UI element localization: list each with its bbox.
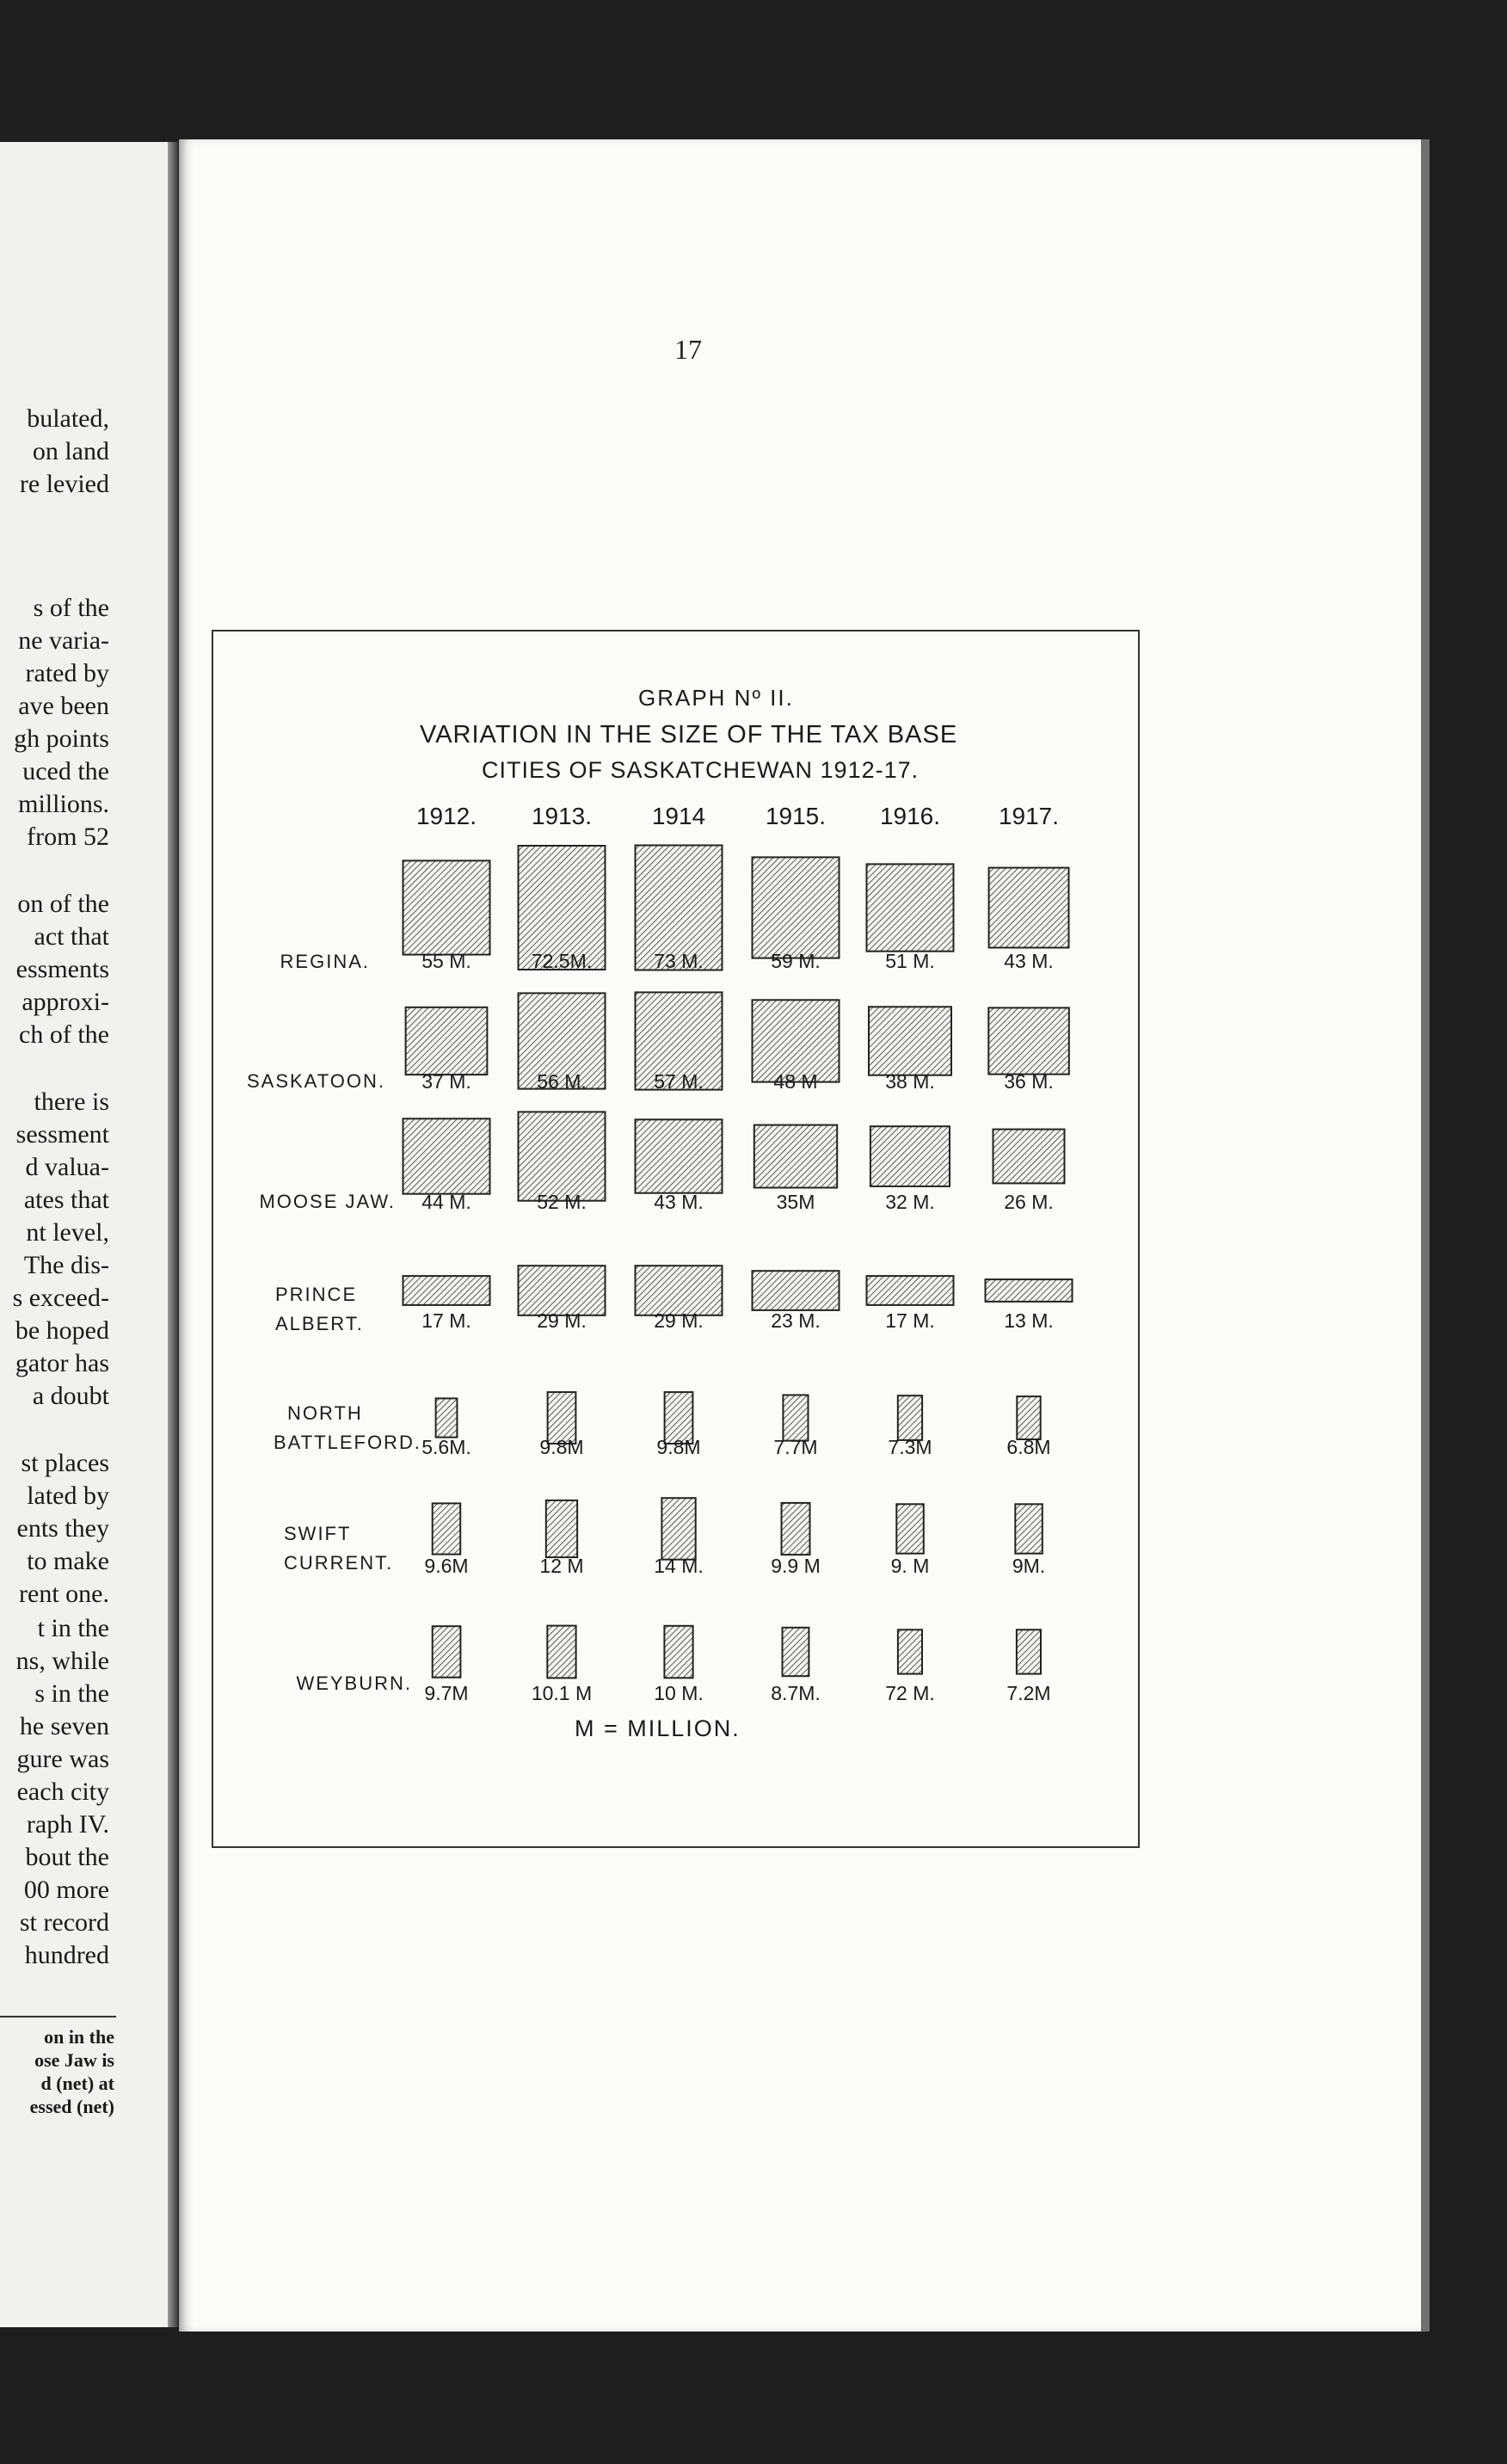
- tax-base-bar: [403, 1118, 490, 1193]
- tax-base-bar: [519, 1266, 606, 1315]
- left-page-line: millions.: [18, 790, 109, 818]
- tax-base-bar: [406, 1007, 488, 1075]
- graph-subtitle-years: CITIES OF SASKATCHEWAN 1912-17.: [482, 757, 920, 783]
- city-label: CURRENT.: [284, 1552, 394, 1574]
- value-label: 72.5M.: [531, 950, 593, 972]
- tax-base-bar: [1015, 1504, 1043, 1553]
- value-label: 7.3M: [888, 1436, 932, 1458]
- city-label: ALBERT.: [275, 1313, 364, 1334]
- value-label: 56 M.: [537, 1070, 587, 1093]
- value-label: 38 M.: [885, 1070, 935, 1093]
- tax-base-bar: [870, 1126, 950, 1186]
- left-page-line: there is: [34, 1087, 109, 1116]
- left-page-line: lated by: [27, 1481, 109, 1510]
- tax-base-bar: [433, 1503, 461, 1554]
- value-label: 12 M: [539, 1555, 584, 1577]
- value-label: 36 M.: [1004, 1070, 1054, 1093]
- value-label: 9.8M: [539, 1436, 584, 1458]
- value-label: 55 M.: [421, 950, 471, 972]
- value-label: 17 M.: [885, 1309, 935, 1332]
- tax-base-bar: [896, 1504, 924, 1553]
- year-header: 1916.: [879, 803, 941, 829]
- left-page-line: bulated,: [27, 404, 109, 433]
- left-page-line: st record: [19, 1908, 109, 1937]
- tax-base-bar: [436, 1398, 458, 1437]
- value-label: 29 M.: [537, 1309, 587, 1332]
- tax-base-bar: [993, 1130, 1065, 1184]
- left-page-line: re levied: [19, 470, 109, 498]
- left-page-line: uced the: [22, 757, 109, 785]
- value-label: 26 M.: [1004, 1191, 1054, 1213]
- left-page-line: each city: [16, 1777, 109, 1806]
- tax-base-bar: [986, 1279, 1073, 1302]
- graph-title: GRAPH Nº II.: [638, 685, 794, 711]
- left-page-line: ates that: [23, 1186, 109, 1214]
- value-label: 52 M.: [537, 1191, 587, 1213]
- value-label: 32 M.: [885, 1191, 935, 1213]
- tax-base-bar: [636, 1266, 723, 1315]
- value-label: 72 M.: [885, 1682, 935, 1704]
- left-page-line: raph IV.: [26, 1810, 109, 1839]
- value-label: 9.9 M: [771, 1555, 821, 1577]
- left-page-line: gure was: [16, 1745, 109, 1773]
- value-label: 44 M.: [421, 1191, 471, 1213]
- tax-base-bar: [636, 1119, 723, 1192]
- value-label: 8.7M.: [771, 1682, 821, 1704]
- tax-base-bar: [1017, 1396, 1040, 1439]
- value-label: 5.6M.: [421, 1436, 471, 1458]
- value-label: 9.8M: [656, 1436, 701, 1458]
- left-page-line: gh points: [14, 724, 109, 753]
- value-label: 73 M.: [654, 950, 704, 972]
- city-label: SWIFT: [284, 1523, 352, 1544]
- left-page-line: s exceed-: [12, 1284, 109, 1312]
- left-page-line: hundred: [24, 1941, 109, 1969]
- left-page-line: s in the: [34, 1679, 109, 1708]
- left-page-footnote-line: on in the: [44, 2026, 114, 2048]
- left-page-footnote-line: d (net) at: [40, 2073, 114, 2094]
- left-page-line: gator has: [15, 1349, 109, 1377]
- value-label: 6.8M: [1006, 1436, 1051, 1458]
- tax-base-bar: [661, 1498, 695, 1560]
- year-header: 1912.: [415, 803, 477, 829]
- value-label: 7.2M: [1006, 1682, 1051, 1704]
- tax-base-bar: [753, 857, 840, 958]
- left-page-line: t in the: [37, 1614, 109, 1642]
- left-page-line: on land: [32, 437, 109, 465]
- left-page-line: be hoped: [15, 1316, 109, 1345]
- value-label: 43 M.: [1004, 950, 1054, 972]
- value-label: 9. M: [890, 1555, 930, 1577]
- tax-base-bar: [547, 1626, 575, 1679]
- tax-base-bar: [519, 1112, 606, 1200]
- left-page-footnote-line: ose Jaw is: [34, 2049, 114, 2071]
- left-page-line: essments: [15, 955, 109, 983]
- city-label: BATTLEFORD.: [274, 1432, 421, 1453]
- page-number: 17: [674, 334, 702, 365]
- left-page-line: a doubt: [32, 1382, 109, 1410]
- left-page-line: nt level,: [26, 1218, 109, 1247]
- left-page-line: from 52: [27, 822, 109, 851]
- tax-base-bar: [988, 1007, 1069, 1074]
- left-page-line: to make: [27, 1547, 109, 1575]
- left-page-line: s of the: [33, 594, 109, 622]
- value-label: 9.7M: [424, 1682, 469, 1704]
- left-page-line: ns, while: [15, 1647, 109, 1675]
- unit-note: M = MILLION.: [575, 1716, 741, 1741]
- value-label: 13 M.: [1004, 1309, 1054, 1332]
- city-label: REGINA.: [280, 951, 370, 972]
- left-page-line: on of the: [17, 890, 109, 918]
- year-header: 1915.: [765, 803, 827, 829]
- left-page-line: bout the: [25, 1843, 109, 1871]
- left-page-line: rent one.: [19, 1580, 109, 1608]
- tax-base-bar: [783, 1628, 809, 1676]
- left-page-line: st places: [21, 1449, 109, 1477]
- tax-base-bar: [989, 868, 1069, 948]
- left-page-line: ne varia-: [18, 626, 109, 655]
- tax-base-bar: [664, 1626, 692, 1679]
- left-page-line: approxi-: [22, 988, 109, 1016]
- left-page-footnote-line: essed (net): [29, 2096, 114, 2117]
- year-header: 1917.: [998, 803, 1060, 829]
- value-label: 59 M.: [771, 950, 821, 972]
- left-page-line: 00 more: [23, 1876, 109, 1904]
- left-page-line: act that: [34, 922, 109, 951]
- tax-base-bar: [753, 1271, 840, 1310]
- city-label: SASKATOON.: [246, 1070, 385, 1092]
- value-label: 29 M.: [654, 1309, 704, 1332]
- left-page-line: ents they: [16, 1514, 109, 1543]
- city-label: PRINCE: [275, 1284, 358, 1305]
- value-label: 43 M.: [654, 1191, 704, 1213]
- left-page-line: rated by: [25, 659, 109, 687]
- value-label: 35M: [776, 1191, 815, 1213]
- value-label: 10.1 M: [531, 1682, 593, 1704]
- value-label: 48 M: [773, 1070, 818, 1093]
- left-page-line: d valua-: [25, 1153, 109, 1181]
- graph-subtitle: VARIATION IN THE SIZE OF THE TAX BASE: [420, 721, 958, 748]
- tax-base-bar: [546, 1500, 577, 1557]
- value-label: 37 M.: [421, 1070, 471, 1093]
- city-label: MOOSE JAW.: [259, 1191, 396, 1212]
- value-label: 14 M.: [654, 1555, 704, 1577]
- value-label: 9M.: [1012, 1555, 1046, 1577]
- tax-base-bar: [898, 1629, 922, 1673]
- left-page-line: ave been: [18, 692, 109, 720]
- tax-base-bar: [867, 1276, 954, 1305]
- value-label: 10 M.: [654, 1682, 704, 1704]
- left-page-line: he seven: [19, 1712, 109, 1740]
- tax-base-bar: [867, 864, 954, 951]
- value-label: 17 M.: [421, 1309, 471, 1332]
- tax-base-bar: [403, 860, 490, 954]
- tax-base-bar: [783, 1395, 808, 1441]
- value-label: 7.7M: [773, 1436, 818, 1458]
- tax-base-bar: [1017, 1629, 1041, 1673]
- tax-base-bar: [433, 1626, 461, 1678]
- tax-base-bar: [898, 1395, 922, 1440]
- tax-base-bar: [782, 1503, 810, 1555]
- value-label: 57 M.: [654, 1070, 704, 1093]
- city-label: NORTH: [287, 1402, 363, 1424]
- tax-base-bar: [869, 1007, 951, 1075]
- tax-base-bar: [754, 1125, 837, 1188]
- left-page-line: The dis-: [23, 1251, 109, 1279]
- year-header: 1913.: [531, 803, 593, 829]
- year-header: 1914: [651, 803, 706, 829]
- value-label: 9.6M: [424, 1555, 469, 1577]
- left-page-line: sessment: [15, 1120, 109, 1149]
- left-page-line: ch of the: [19, 1020, 109, 1049]
- city-label: WEYBURN.: [296, 1672, 412, 1694]
- value-label: 51 M.: [885, 950, 935, 972]
- value-label: 23 M.: [771, 1309, 821, 1332]
- tax-base-bar: [403, 1276, 490, 1305]
